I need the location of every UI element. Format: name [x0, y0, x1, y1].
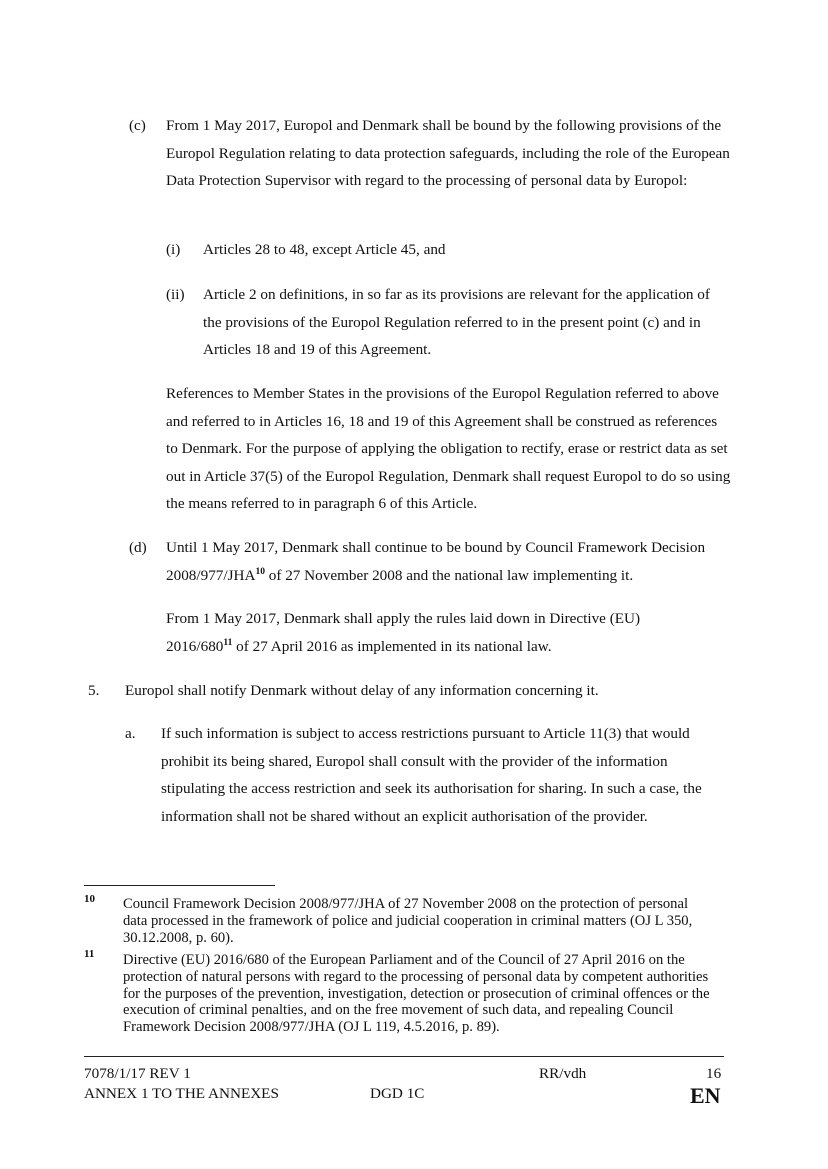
sub-a-label: a.	[125, 725, 136, 742]
footer-rule	[84, 1056, 724, 1057]
sub-i-text: Articles 28 to 48, except Article 45, and	[203, 241, 446, 258]
footnote-separator	[84, 885, 275, 886]
footer-language-code: EN	[690, 1083, 721, 1108]
footer-annex: ANNEX 1 TO THE ANNEXES	[84, 1085, 279, 1102]
point-d-text-part1: Until 1 May 2017, Denmark shall continue to be bound by Council Framework Decision 2008/977/JHA	[166, 539, 706, 584]
point-d-second-part2: of 27 April 2016 as implemented in its national law.	[232, 637, 552, 655]
sub-i-label: (i)	[166, 241, 181, 258]
footnote-10-text: Council Framework Decision 2008/977/JHA of 27 November 2008 on the protection of personal data processed in the framework of police and judicial cooperation in criminal matters (OJ L 350, 30.12.2008, p. 60).	[123, 896, 693, 946]
footnote-11-text: Directive (EU) 2016/680 of the European Parliament and of the Council of 27 April 2016 on the protection of natural persons with regard to the processing of personal data by competent authorities for the purposes of the prevention, investigation, detection or prosecution of criminal offences or the execution of criminal penalties, and on the free movement of such data, and repealing Council Framework Decision 2008/977/JHA (OJ L 119, 4.5.2016, p. 89).	[123, 952, 710, 1036]
sub-ii-label: (ii)	[166, 286, 185, 303]
footnote-ref-10: 10	[255, 566, 265, 577]
footer-dept: DGD 1C	[370, 1085, 425, 1102]
point-c-text: From 1 May 2017, Europol and Denmark shall be bound by the following provisions of the Europol Regulation relating to data protection safeguards, including the role of the European Data Protection Supervisor with regard to the processing of personal data by Europol:	[166, 117, 730, 189]
point-c-closing-text: References to Member States in the provisions of the Europol Regulation referred to above and referred to in Articles 16, 18 and 19 of this Agreement shall be construed as references to Denmark. For the purpose of applying the obligation to rectify, erase or restrict data as set out in Article 37(5) of the Europol Regulation, Denmark shall request Europol to do so using the means referred to in paragraph 6 of this Article.	[166, 385, 731, 512]
point-d-text-part2: of 27 November 2008 and the national law implementing it.	[264, 566, 634, 584]
point-d-label: (d)	[129, 539, 147, 556]
point-5-text: Europol shall notify Denmark without delay of any information concerning it.	[125, 682, 599, 699]
footer-page-number: 16	[706, 1065, 722, 1082]
footer-initials: RR/vdh	[539, 1065, 587, 1082]
footnote-11-number: 11	[84, 948, 95, 960]
point-5-label: 5.	[88, 682, 100, 699]
point-d-second-text	[166, 605, 681, 660]
point-d-second-part1: From 1 May 2017, Denmark shall apply the rules laid down in Directive (EU) 2016/680	[166, 610, 641, 655]
sub-a-text: If such information is subject to access restrictions pursuant to Article 11(3) that would prohibit its being shared, Europol shall consult with the provider of the information stipulating the access restriction and seek its authorisation for sharing. In such a case, the information shall not be shared without an explicit authorisation of the provider.	[161, 725, 702, 825]
footnote-ref-11: 11	[223, 637, 233, 648]
point-d-text	[166, 534, 731, 589]
point-c-label: (c)	[129, 117, 146, 134]
footnote-10-number: 10	[84, 893, 95, 905]
footer-doc-ref: 7078/1/17 REV 1	[84, 1065, 191, 1082]
sub-ii-text: Article 2 on definitions, in so far as its provisions are relevant for the application of the provisions of the Europol Regulation referred to in the present point (c) and in Articles 18 and 19 of this Agreement.	[203, 286, 710, 358]
